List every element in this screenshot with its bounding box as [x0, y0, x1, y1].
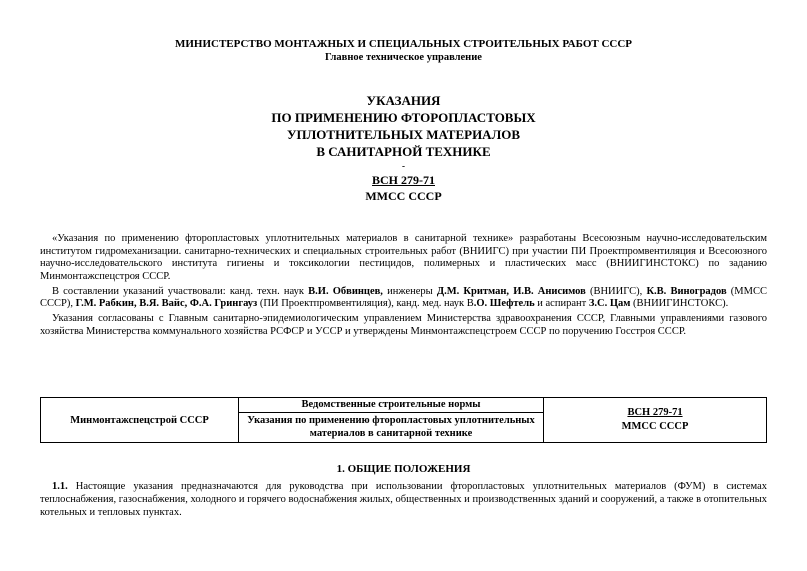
title-line: УПЛОТНИТЕЛЬНЫХ МАТЕРИАЛОВ [286, 127, 521, 142]
title-line: ПО ПРИМЕНЕНИЮ ФТОРОПЛАСТОВЫХ [271, 110, 536, 125]
author-name: З.С. Цам [588, 298, 631, 309]
table-code-agency: ММСС СССР [621, 421, 689, 432]
authors-text: (ММСС СССР), [40, 285, 767, 309]
clause-number: 1.1. [52, 481, 68, 492]
section-body [40, 480, 767, 519]
norm-type-cell: Ведомственные строительные нормы [239, 398, 544, 413]
table-code-number: ВСН 279-71 [627, 407, 683, 418]
document-code [0, 172, 807, 204]
document-header-table [40, 397, 767, 443]
code-number: ВСН 279-71 [372, 173, 435, 187]
doc-title-cell: Указания по применению фторопластовых уплотнительных материалов в санитарной технике [239, 412, 544, 442]
author-name: К.В. Виноградов [646, 285, 727, 297]
issuer-cell: Минмонтажспецстрой СССР [41, 398, 239, 443]
ministry-name: МИНИСТЕРСТВО МОНТАЖНЫХ И СПЕЦИАЛЬНЫХ СТРОИТЕЛЬНЫХ РАБОТ СССР [174, 38, 633, 50]
intro-text [40, 233, 767, 341]
author-name: Г.М. Рабкин, В.Я. Вайс, Ф.А. Грингауз [75, 298, 258, 309]
authors-text: (ПИ Проектпромвентиляция), канд. мед. наук В [257, 298, 474, 309]
code-cell [544, 398, 767, 443]
clause-text: Настоящие указания предназначаются для руководства при использовании фторопластовых уплотнительных материалов (ФУМ) в системах теплоснабжения, газоснабжения, холодного и горячего водоснабжения жилых, общественных и производственных зданий и сооружений, а также в отопительных котельных и тепловых пунктах. [40, 481, 767, 518]
authors-text: и аспирант [534, 298, 589, 309]
code-agency: ММСС СССР [365, 189, 442, 203]
directorate-name: Главное техническое управление [325, 52, 482, 63]
authors-text: В составлении указаний участвовали: канд. техн. наук [52, 285, 309, 297]
clause-1-1 [40, 480, 767, 519]
approval-paragraph: Указания согласованы с Главным санитарно-эпидемиологическим управлением Министерства здравоохранения СССР, Главными управлениями газового хозяйства Министерства коммунального хозяйства РСФСР и УССР и утверждены Минмонтажспецстроем СССР по поручению Госстроя СССР. [40, 313, 767, 337]
authors-text: (ВНИИГИНСТОКС). [630, 298, 729, 309]
author-name: Д.М. Критман, И.В. Анисимов [436, 285, 586, 297]
author-name: .О. Шефтель [473, 298, 535, 309]
author-name: В.И. Обвинцев, [308, 285, 383, 297]
authors-text: (ВНИИГС), [585, 285, 647, 297]
section-heading: 1. ОБЩИЕ ПОЛОЖЕНИЯ [336, 463, 471, 475]
document-title [0, 92, 807, 160]
intro-paragraph: «Указания по применению фторопластовых уплотнительных материалов в санитарной технике» разработаны Всесоюзным научно-исследовательским институтом гидромеханизации. санитарно-технических и специальных строительных работ (ВНИИГС) при участии ПИ Проектпромвентиляция и Всесоюзного научно-исследовательского института гигиены и токсикологии пестицидов, полимерных и пластических масс (ВНИИГИНСТОКС) по заданию Минмонтажспецстроя СССР. [40, 233, 767, 282]
title-line: УКАЗАНИЯ [366, 93, 441, 108]
authors-paragraph [40, 286, 767, 311]
dash-mark: - [402, 161, 405, 171]
title-line: В САНИТАРНОЙ ТЕХНИКЕ [316, 144, 491, 159]
authors-text: инженеры [382, 285, 437, 297]
